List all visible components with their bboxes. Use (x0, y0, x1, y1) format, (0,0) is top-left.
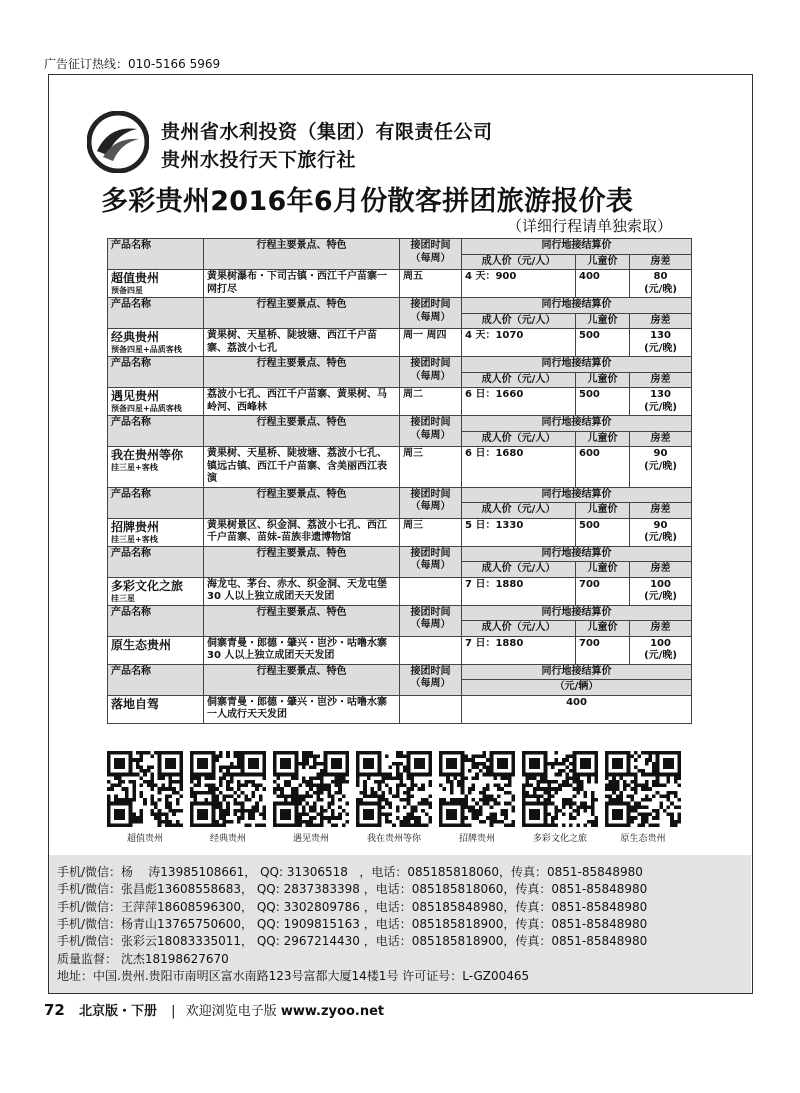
product-route: 黄果树、天星桥、陡坡塘、西江千户苗寨、荔波小七孔 (204, 329, 400, 357)
header-room: 房差 (630, 621, 692, 637)
header-route: 行程主要景点、特色 (204, 239, 400, 270)
qr-label: 招牌贵州 (458, 834, 495, 844)
self-drive-price: 400 (462, 695, 692, 723)
qr-code-icon (605, 751, 681, 827)
header-route: 行程主要景点、特色 (204, 605, 400, 636)
table-header-row (108, 605, 692, 621)
header-product: 产品名称 (108, 416, 204, 447)
product-name-cell (108, 636, 204, 664)
product-room-diff: 130 (元/晚) (630, 329, 692, 357)
page-title: 多彩贵州2016年6月份散客拼团旅游报价表 (101, 186, 634, 217)
header-adult: 成人价（元/人） (462, 621, 576, 637)
header-route: 行程主要景点、特色 (204, 416, 400, 447)
footer-text: 欢迎浏览电子版 (185, 1004, 277, 1019)
table-header-row (108, 546, 692, 562)
header-room: 房差 (630, 254, 692, 270)
product-name: 超值贵州 (111, 271, 160, 285)
product-tag: 预备四星+品质客栈 (111, 345, 182, 354)
product-adult-price: 6 日：1680 (462, 447, 576, 488)
header-product: 产品名称 (108, 239, 204, 270)
edition-label: 北京版・下册 (79, 1004, 158, 1019)
header-adult: 成人价（元/人） (462, 503, 576, 519)
header-time-line: （每周） (410, 678, 451, 689)
product-route: 荔波小七孔、西江千户苗寨、黄果树、马岭河、西峰林 (204, 388, 400, 416)
header-room: 房差 (630, 431, 692, 447)
product-name-cell (108, 447, 204, 488)
product-name-cell (108, 388, 204, 416)
header-child: 儿童价 (576, 431, 630, 447)
qr-label: 超值贵州 (126, 834, 163, 844)
header-time-line: 接团时间 (410, 358, 451, 369)
header-price: 同行地接结算价 (462, 546, 692, 562)
contact-line: 手机/微信：杨青山13765750600， QQ: 1909815163 ，电话：085185818900，传真：0851-85848980 (57, 916, 648, 931)
product-name: 原生态贵州 (111, 637, 172, 652)
header-route: 行程主要景点、特色 (204, 357, 400, 388)
header-price: 同行地接结算价 (462, 605, 692, 621)
product-adult-price: 4 天：900 (462, 270, 576, 298)
qr-code-row (107, 751, 747, 844)
contact-line: 手机/微信：杨 涛13985108661， QQ: 31306518 ，电话：085185818060，传真：0851-85848980 (57, 865, 643, 879)
qr-code-icon (356, 751, 432, 827)
header-adult: 成人价（元/人） (462, 562, 576, 578)
self-drive-day (400, 695, 462, 723)
contact-line: 质量监督： 沈杰18198627670 (57, 951, 229, 966)
product-name-cell (108, 518, 204, 546)
contact-line: 手机/微信：张彩云18083335011， QQ: 2967214430 ，电话：085185818900，传真：0851-85848980 (57, 934, 648, 949)
header-car-unit: （元/辆） (462, 680, 692, 696)
header-route: 行程主要景点、特色 (204, 546, 400, 577)
product-name-cell (108, 270, 204, 298)
qr-label: 遇见贵州 (292, 834, 329, 844)
contact-line: 地址：中国.贵州.贵阳市南明区富水南路123号富都大厦14楼1号 许可证号：L-GZ00465 (57, 968, 530, 983)
product-child-price: 700 (576, 577, 630, 605)
header-time-line: （每周） (410, 619, 451, 630)
product-route: 黄果树景区、织金洞、荔波小七孔、西江千户苗寨、苗妹-苗族非遗博物馆 (204, 518, 400, 546)
product-child-price: 700 (576, 636, 630, 664)
header-time-line: （每周） (410, 429, 451, 441)
qr-label: 多彩文化之旅 (532, 834, 587, 844)
header-room: 房差 (630, 503, 692, 519)
qr-label: 我在贵州等你 (366, 834, 421, 844)
company-logo-icon (87, 111, 149, 173)
header-route: 行程主要景点、特色 (204, 298, 400, 329)
header-product: 产品名称 (108, 605, 204, 636)
header-time-line: （每周） (410, 370, 451, 382)
header-room: 房差 (630, 372, 692, 388)
price-table (107, 238, 692, 724)
product-name: 多彩文化之旅 (111, 578, 184, 593)
product-child-price: 500 (576, 388, 630, 416)
company-name-secondary: 贵州水投行天下旅行社 (161, 149, 357, 171)
product-row (108, 518, 692, 546)
header-adult: 成人价（元/人） (462, 372, 576, 388)
product-route: 黄果树瀑布・下司古镇・西江千户苗寨一网打尽 (204, 270, 400, 298)
qr-code-icon (273, 751, 349, 827)
table-header-row (108, 298, 692, 314)
product-name: 经典贵州 (111, 330, 160, 344)
header-pickup-time (400, 664, 462, 695)
self-drive-row (108, 695, 692, 723)
product-day: 周二 (400, 388, 462, 416)
product-name-cell (108, 577, 204, 605)
product-name: 落地自驾 (111, 696, 160, 711)
qr-code[interactable] (273, 751, 349, 827)
table-header-row (108, 487, 692, 503)
header-room: 房差 (630, 313, 692, 329)
header-price: 同行地接结算价 (462, 416, 692, 432)
header-child: 儿童价 (576, 503, 630, 519)
product-child-price: 500 (576, 518, 630, 546)
product-room-diff: 80 (元/晚) (630, 270, 692, 298)
product-name: 我在贵州等你 (111, 448, 184, 462)
contact-line: 手机/微信：王萍萍18608596300， QQ: 3302809786 ，电话：085185848980，传真：0851-85848980 (57, 899, 648, 914)
product-adult-price: 6 日：1660 (462, 388, 576, 416)
header-pickup-time (400, 487, 462, 518)
product-tag: 挂三星+客栈 (111, 534, 158, 544)
product-row (108, 270, 692, 298)
product-tag: 预备四星+品质客栈 (111, 404, 182, 413)
qr-label: 经典贵州 (209, 834, 246, 844)
self-drive-name-cell (108, 695, 204, 723)
product-name: 招牌贵州 (111, 519, 160, 534)
product-route: 黄果树、天星桥、陡坡塘、荔波小七孔、镇远古镇、西江千户苗寨、含美丽西江表演 (204, 447, 400, 488)
header-time-line: 接团时间 (410, 417, 451, 428)
product-adult-price: 7 日：1880 (462, 577, 576, 605)
header-child: 儿童价 (576, 313, 630, 329)
header-room: 房差 (630, 562, 692, 578)
header-pickup-time (400, 546, 462, 577)
product-row (108, 329, 692, 357)
product-room-diff: 100 (元/晚) (630, 636, 692, 664)
table-header-row (108, 664, 692, 680)
product-tag: 预备四星 (111, 286, 143, 295)
product-day (400, 577, 462, 605)
header-time-line: 接团时间 (410, 488, 451, 500)
header-pickup-time (400, 605, 462, 636)
product-day: 周五 (400, 270, 462, 298)
qr-code[interactable] (107, 751, 183, 827)
header-time-line: 接团时间 (410, 665, 451, 677)
qr-code[interactable] (190, 751, 266, 827)
product-room-diff: 100 (元/晚) (630, 577, 692, 605)
header-price: 同行地接结算价 (462, 487, 692, 503)
header-pickup-time (400, 239, 462, 270)
product-route: 侗寨青曼・郎德・肇兴・岜沙・咕噜水寨 30 人以上独立成团天天发团 (204, 636, 400, 664)
header-product: 产品名称 (108, 357, 204, 388)
product-day: 周三 (400, 518, 462, 546)
product-day (400, 636, 462, 664)
header-price: 同行地接结算价 (462, 357, 692, 373)
contact-line: 手机/微信：张昌彪13608558683， QQ: 2837383398 ，电话：085185818060，传真：0851-85848980 (57, 882, 648, 897)
qr-code-icon (439, 751, 515, 827)
header-price: 同行地接结算价 (462, 298, 692, 314)
header-adult: 成人价（元/人） (462, 313, 576, 329)
header-time-line: 接团时间 (410, 606, 451, 618)
header-pickup-time (400, 357, 462, 388)
product-adult-price: 7 日：1880 (462, 636, 576, 664)
ad-hotline: 广告征订热线：010-5166 5969 (44, 57, 221, 71)
header-adult: 成人价（元/人） (462, 431, 576, 447)
company-name-primary: 贵州省水利投资（集团）有限责任公司 (161, 121, 493, 143)
header-pickup-time (400, 298, 462, 329)
product-row (108, 636, 692, 664)
qr-code[interactable] (522, 751, 598, 827)
header-price: 同行地接结算价 (462, 239, 692, 255)
page-subtitle: （详细行程请单独索取） (507, 217, 673, 235)
header-product: 产品名称 (108, 298, 204, 329)
table-header-row (108, 239, 692, 255)
header-time-line: 接团时间 (410, 547, 451, 559)
product-name-cell (108, 329, 204, 357)
header-child: 儿童价 (576, 621, 630, 637)
product-route: 海龙屯、茅台、赤水、织金洞、天龙屯堡 30 人以上独立成团天天发团 (204, 577, 400, 605)
website-link[interactable]: www.zyoo.net (280, 1004, 385, 1019)
product-room-diff: 130 (元/晚) (630, 388, 692, 416)
table-header-row (108, 357, 692, 373)
header-product: 产品名称 (108, 487, 204, 518)
product-row (108, 388, 692, 416)
header-product: 产品名称 (108, 546, 204, 577)
header-adult: 成人价（元/人） (462, 254, 576, 270)
self-drive-route: 侗寨青曼・郎德・肇兴・岜沙・咕噜水寨一人成行天天发团 (204, 695, 400, 723)
header-route: 行程主要景点、特色 (204, 664, 400, 695)
header-time-line: （每周） (410, 560, 451, 571)
page-footer (44, 1000, 384, 1019)
header-time-line: （每周） (410, 311, 451, 323)
advert-frame (48, 74, 753, 994)
header-product: 产品名称 (108, 664, 204, 695)
product-room-diff: 90 (元/晚) (630, 518, 692, 546)
product-row (108, 577, 692, 605)
header-child: 儿童价 (576, 372, 630, 388)
product-tag: 挂三星 (111, 593, 135, 603)
qr-code[interactable] (439, 751, 515, 827)
header-child: 儿童价 (576, 562, 630, 578)
header-time-line: 接团时间 (410, 240, 451, 251)
product-adult-price: 5 日：1330 (462, 518, 576, 546)
qr-label: 原生态贵州 (620, 834, 666, 844)
product-adult-price: 4 天：1070 (462, 329, 576, 357)
qr-code-icon (107, 751, 183, 827)
product-child-price: 400 (576, 270, 630, 298)
header-time-line: （每周） (410, 252, 451, 264)
page-number: 72 (44, 1001, 65, 1019)
product-row (108, 447, 692, 488)
product-day: 周一 周四 (400, 329, 462, 357)
product-room-diff: 90 (元/晚) (630, 447, 692, 488)
header-pickup-time (400, 416, 462, 447)
product-tag: 挂三星+客栈 (111, 463, 158, 472)
product-name: 遇见贵州 (111, 389, 160, 403)
product-child-price: 600 (576, 447, 630, 488)
contact-panel (49, 855, 751, 993)
header-child: 儿童价 (576, 254, 630, 270)
table-header-row (108, 416, 692, 432)
footer-separator: | (171, 1004, 176, 1019)
product-child-price: 500 (576, 329, 630, 357)
header-route: 行程主要景点、特色 (204, 487, 400, 518)
qr-code[interactable] (605, 751, 681, 827)
qr-code[interactable] (356, 751, 432, 827)
header-time-line: 接团时间 (410, 299, 451, 310)
qr-code-icon (190, 751, 266, 827)
product-day: 周三 (400, 447, 462, 488)
qr-code-icon (522, 751, 598, 827)
header-time-line: （每周） (410, 501, 451, 512)
header-price: 同行地接结算价 (462, 664, 692, 680)
